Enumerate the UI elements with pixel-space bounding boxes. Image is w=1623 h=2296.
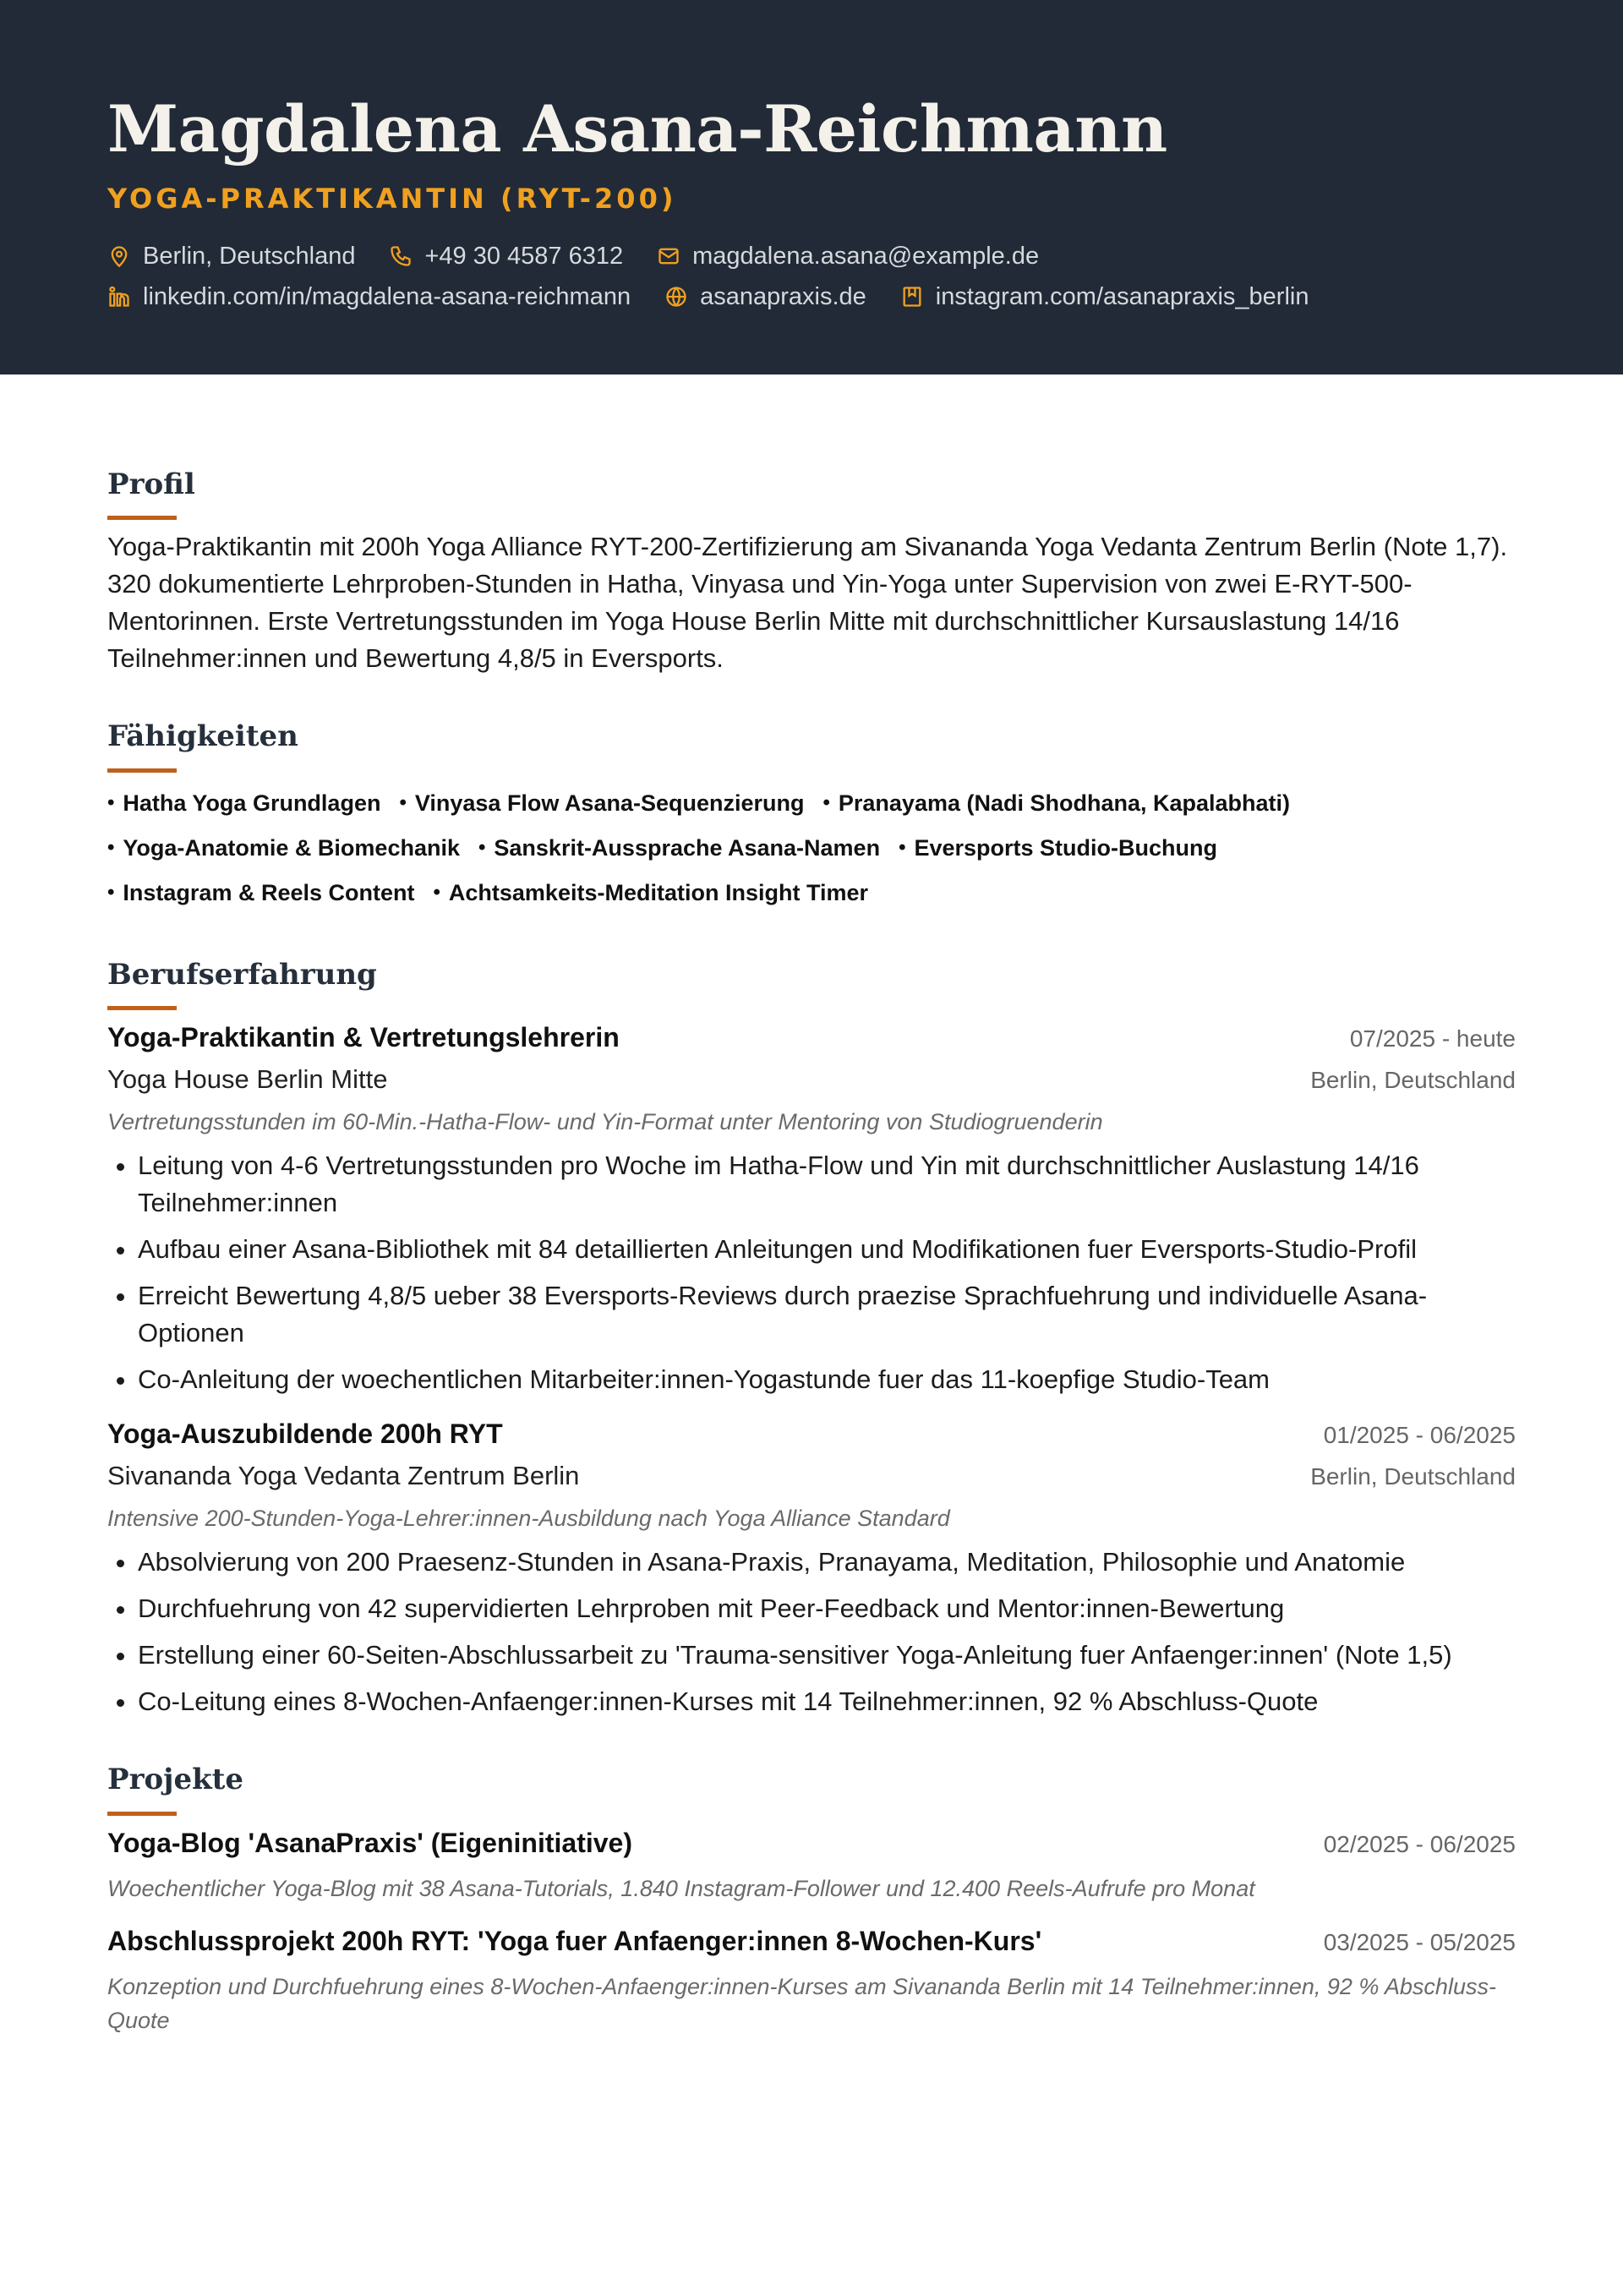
job-date: 01/2025 - 06/2025 xyxy=(1323,1422,1516,1449)
skills-section xyxy=(107,721,1516,915)
section-underline xyxy=(107,1006,177,1010)
project-entry xyxy=(107,1922,1516,2037)
project-title: Yoga-Blog 'AsanaPraxis' (Eigeninitiative) xyxy=(107,1827,632,1858)
contact-email[interactable] xyxy=(657,243,1039,271)
contact-location xyxy=(107,243,355,271)
job-title: Yoga-Praktikantin & Vertretungslehrerin xyxy=(107,1022,620,1053)
contact-phone[interactable] xyxy=(389,243,623,271)
list-item: • Leitung von 4-6 Vertretungsstunden pro Woche im Hatha-Flow und Yin mit durchschnittlicher Auslastung 14/16 Teilnehmer:innen xyxy=(138,1147,1516,1222)
list-item: • Erstellung einer 60-Seiten-Abschlussarbeit zu 'Trauma-sensitiver Yoga-Anleitung fuer Anfaenger:innen' (Note 1,5) xyxy=(138,1637,1516,1674)
experience-entry xyxy=(107,1019,1516,1398)
contact-website[interactable] xyxy=(664,283,866,311)
skill-item: • Instagram & Reels Content xyxy=(107,871,414,916)
contact-linkedin[interactable] xyxy=(107,283,631,311)
skill-item: • Hatha Yoga Grundlagen xyxy=(107,781,380,826)
location-text: Berlin, Deutschland xyxy=(143,242,356,270)
project-description: Konzeption und Durchfuehrung eines 8-Wochen-Anfaenger:innen-Kurses am Sivananda Berlin mit 14 Teilnehmer:innen, 92 % Abschluss-Quote xyxy=(107,1973,1496,2033)
job-location: Berlin, Deutschland xyxy=(1310,1067,1516,1094)
list-item: • Absolvierung von 200 Praesenz-Stunden in Asana-Praxis, Pranayama, Meditation, Philosophie und Anatomie xyxy=(138,1544,1516,1581)
resume-body xyxy=(0,374,1623,2037)
globe-icon xyxy=(664,285,688,309)
linkedin-text: linkedin.com/in/magdalena-asana-reichmann xyxy=(143,282,631,310)
list-item: • Co-Leitung eines 8-Wochen-Anfaenger:innen-Kurses mit 14 Teilnehmer:innen, 92 % Abschluss-Quote xyxy=(138,1683,1516,1720)
section-underline xyxy=(107,768,177,773)
phone-icon xyxy=(389,244,413,268)
list-item: • Durchfuehrung von 42 supervidierten Lehrproben mit Peer-Feedback und Mentor:innen-Bewertung xyxy=(138,1590,1516,1627)
instagram-text: instagram.com/asanapraxis_berlin xyxy=(935,282,1309,310)
job-location: Berlin, Deutschland xyxy=(1310,1463,1516,1490)
phone-text: +49 30 4587 6312 xyxy=(424,242,624,270)
section-underline xyxy=(107,1812,177,1816)
skill-item: • Pranayama (Nadi Shodhana, Kapalabhati) xyxy=(822,781,1290,826)
project-date: 03/2025 - 05/2025 xyxy=(1323,1928,1516,1955)
project-entry xyxy=(107,1824,1516,1905)
skill-item: • Sanskrit-Aussprache Asana-Namen xyxy=(478,826,880,871)
list-item: • Erreicht Bewertung 4,8/5 ueber 38 Eversports-Reviews durch praezise Sprachfuehrung und individuelle Asana-Optionen xyxy=(138,1277,1516,1352)
job-bullets xyxy=(107,1147,1516,1398)
job-org: Sivananda Yoga Vedanta Zentrum Berlin xyxy=(107,1461,580,1491)
job-title: Yoga-Auszubildende 200h RYT xyxy=(107,1419,503,1450)
skill-item: • Eversports Studio-Buchung xyxy=(899,826,1217,871)
section-title-profile: Profil xyxy=(107,467,195,501)
job-description: Intensive 200-Stunden-Yoga-Lehrer:innen-Ausbildung nach Yoga Alliance Standard xyxy=(107,1506,950,1532)
list-item: • Co-Anleitung der woechentlichen Mitarbeiter:innen-Yogastunde fuer das 11-koepfige Studio-Team xyxy=(138,1361,1516,1398)
skill-item: • Achtsamkeits-Meditation Insight Timer xyxy=(433,871,868,916)
project-description: Woechentlicher Yoga-Blog mit 38 Asana-Tutorials, 1.840 Instagram-Follower und 12.400 Reels-Aufrufe pro Monat xyxy=(107,1875,1255,1901)
project-date: 02/2025 - 06/2025 xyxy=(1323,1830,1516,1857)
candidate-role: YOGA-PRAKTIKANTIN (RYT-200) xyxy=(107,183,677,215)
experience-section xyxy=(107,959,1516,1720)
map-pin-icon xyxy=(107,244,131,268)
email-text: magdalena.asana@example.de xyxy=(692,242,1040,270)
project-title: Abschlussprojekt 200h RYT: 'Yoga fuer Anfaenger:innen 8-Wochen-Kurs' xyxy=(107,1925,1042,1956)
website-text: asanapraxis.de xyxy=(700,282,866,310)
skills-list xyxy=(107,781,1477,916)
section-title-skills: Fähigkeiten xyxy=(107,719,298,754)
contact-instagram[interactable] xyxy=(900,283,1309,311)
projects-section xyxy=(107,1764,1516,2036)
resume-header xyxy=(0,0,1623,374)
experience-entry xyxy=(107,1415,1516,1720)
profile-text: Yoga-Praktikantin mit 200h Yoga Alliance RYT-200-Zertifizierung am Sivananda Yoga Vedanta Zentrum Berlin (Note 1,7). 320 dokumentierte Lehrproben-Stunden in Hatha, Vinyasa und Yin-Yoga unter Supervision von zwei E-RYT-500-Mentorinnen. Erste Vertretungsstunden im Yoga House Berlin Mitte mit durchschnittlicher Kursauslastung 14/16 Teilnehmer:innen und Bewertung 4,8/5 in Eversports. xyxy=(107,532,1508,674)
linkedin-icon xyxy=(107,285,131,309)
list-item: • Aufbau einer Asana-Bibliothek mit 84 detaillierten Anleitungen und Modifikationen fuer Eversports-Studio-Profil xyxy=(138,1231,1516,1268)
job-date: 07/2025 - heute xyxy=(1349,1025,1516,1052)
section-title-projects: Projekte xyxy=(107,1763,243,1797)
section-title-experience: Berufserfahrung xyxy=(107,957,377,992)
profile-section xyxy=(107,469,1516,677)
job-org: Yoga House Berlin Mitte xyxy=(107,1064,388,1095)
job-bullets xyxy=(107,1544,1516,1720)
contact-info xyxy=(107,236,1516,317)
job-description: Vertretungsstunden im 60-Min.-Hatha-Flow- und Yin-Format unter Mentoring von Studiogruenderin xyxy=(107,1109,1103,1135)
skill-item: • Yoga-Anatomie & Biomechanik xyxy=(107,826,460,871)
bookmark-icon xyxy=(900,285,924,309)
candidate-name: Magdalena Asana-Reichmann xyxy=(107,91,1167,167)
section-underline xyxy=(107,516,177,520)
mail-icon xyxy=(657,244,680,268)
skill-item: • Vinyasa Flow Asana-Sequenzierung xyxy=(399,781,804,826)
